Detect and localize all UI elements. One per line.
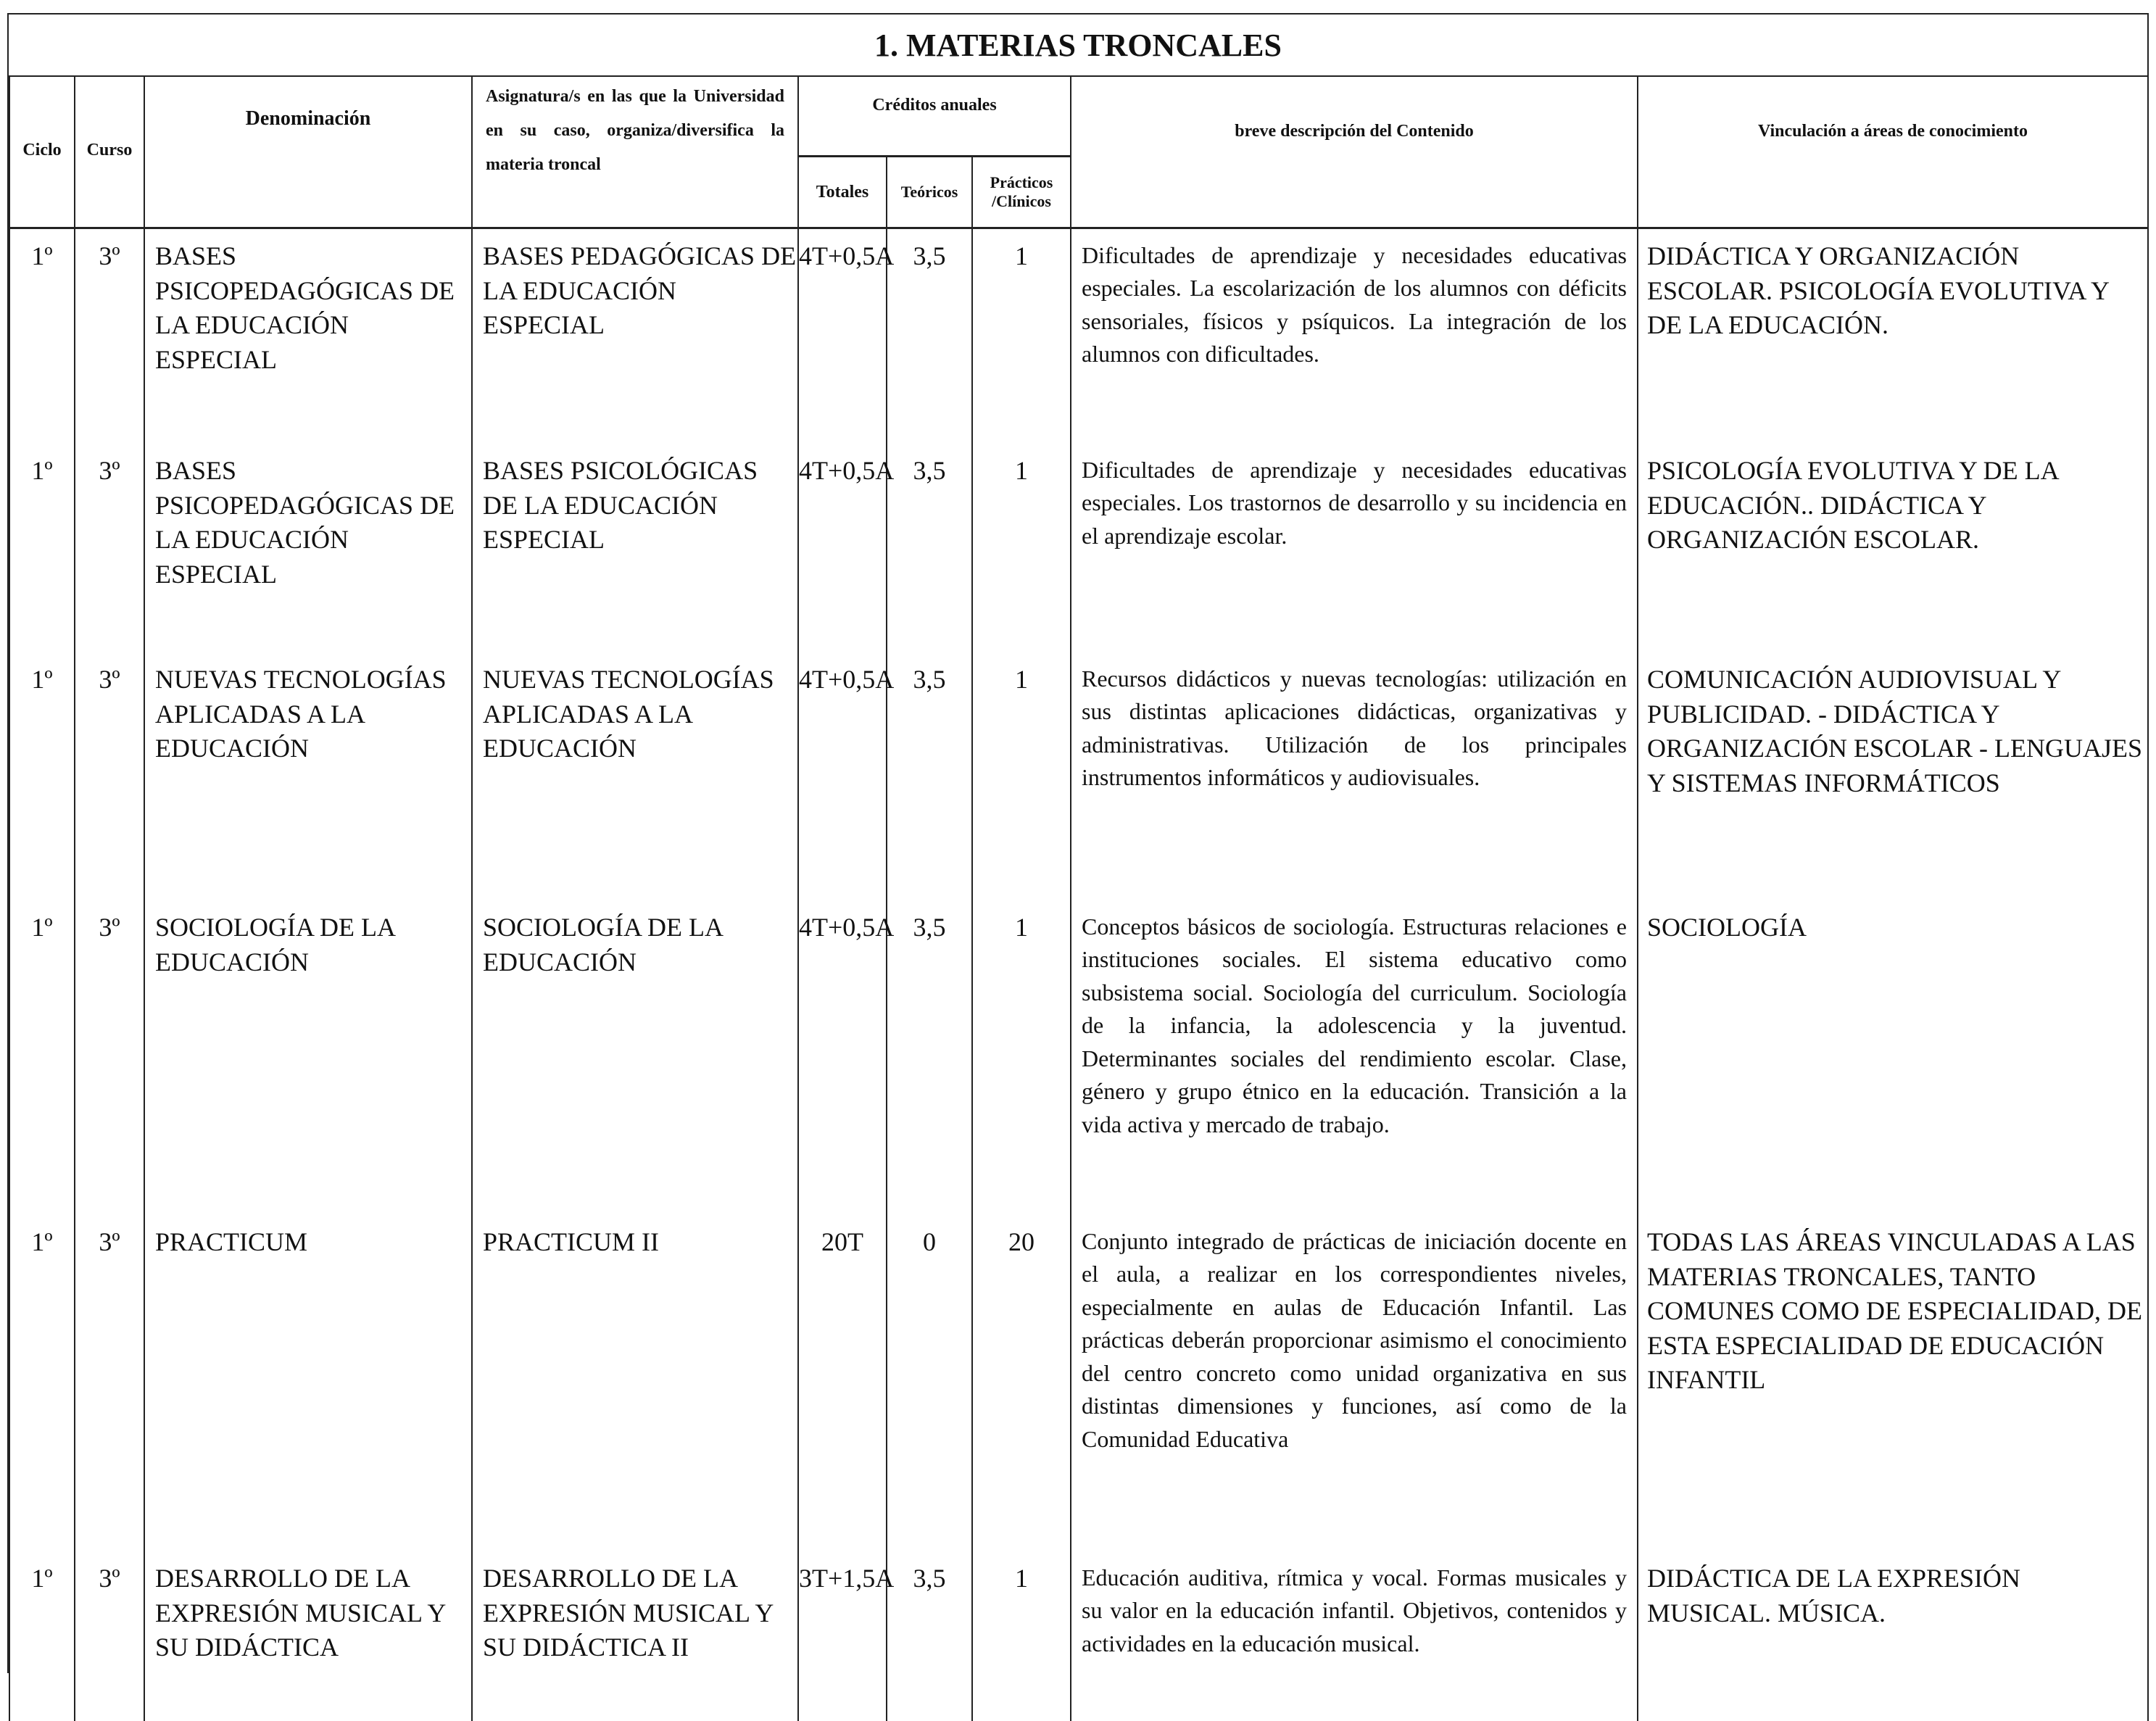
cell-ciclo: 1º	[9, 444, 75, 652]
header-denominacion: Denominación	[144, 75, 472, 228]
cell-ciclo: 1º	[9, 652, 75, 900]
header-totales: Totales	[798, 157, 887, 228]
cell-vinculacion: DIDÁCTICA Y ORGANIZACIÓN ESCOLAR. PSICOLOGÍA EVOLUTIVA Y DE LA EDUCACIÓN.	[1638, 228, 2148, 444]
cell-ciclo: 1º	[9, 1551, 75, 1721]
cell-curso: 3º	[75, 652, 144, 900]
cell-descripcion: Dificultades de aprendizaje y necesidades educativas especiales. La escolarización de los alumnos con déficits sensoriales, físicos y psíquicos. La integración de los alumnos con dificultades.	[1071, 228, 1638, 444]
cell-totales: 4T+0,5A	[798, 228, 887, 444]
cell-totales: 4T+0,5A	[798, 900, 887, 1215]
cell-denominacion: NUEVAS TECNOLOGÍAS APLICADAS A LA EDUCACIÓN	[144, 652, 472, 900]
cell-descripcion: Educación auditiva, rítmica y vocal. Formas musicales y su valor en la educación infantil. Objetivos, contenidos y actividades en la educación musical.	[1071, 1551, 1638, 1721]
header-vinculacion: Vinculación a áreas de conocimiento	[1638, 75, 2148, 228]
header-creditos: Créditos anuales	[798, 75, 1071, 157]
cell-denominacion: DESARROLLO DE LA EXPRESIÓN MUSICAL Y SU DIDÁCTICA	[144, 1551, 472, 1721]
table-row	[9, 1551, 2148, 1721]
page-title: 1. MATERIAS TRONCALES	[9, 14, 2147, 77]
document-sheet	[7, 13, 2149, 1673]
cell-asignatura: SOCIOLOGÍA DE LA EDUCACIÓN	[472, 900, 798, 1215]
cell-denominacion: PRACTICUM	[144, 1215, 472, 1551]
table-row	[9, 652, 2148, 900]
cell-curso: 3º	[75, 1551, 144, 1721]
cell-teoricos: 3,5	[887, 444, 972, 652]
cell-vinculacion: DIDÁCTICA DE LA EXPRESIÓN MUSICAL. MÚSICA.	[1638, 1551, 2148, 1721]
cell-totales: 20T	[798, 1215, 887, 1551]
table-row	[9, 444, 2148, 652]
cell-vinculacion: TODAS LAS ÁREAS VINCULADAS A LAS MATERIAS TRONCALES, TANTO COMUNES COMO DE ESPECIALIDAD, DE ESTA ESPECIALIDAD DE EDUCACIÓN INFANTIL	[1638, 1215, 2148, 1551]
cell-curso: 3º	[75, 444, 144, 652]
cell-descripcion: Dificultades de aprendizaje y necesidades educativas especiales. Los trastornos de desarrollo y su incidencia en el aprendizaje escolar.	[1071, 444, 1638, 652]
cell-vinculacion: COMUNICACIÓN AUDIOVISUAL Y PUBLICIDAD. - DIDÁCTICA Y ORGANIZACIÓN ESCOLAR - LENGUAJES Y SISTEMAS INFORMÁTICOS	[1638, 652, 2148, 900]
table-row	[9, 228, 2148, 444]
cell-vinculacion: PSICOLOGÍA EVOLUTIVA Y DE LA EDUCACIÓN.. DIDÁCTICA Y ORGANIZACIÓN ESCOLAR.	[1638, 444, 2148, 652]
header-descripcion: breve descripción del Contenido	[1071, 75, 1638, 228]
header-teoricos: Teóricos	[887, 157, 972, 228]
cell-practicos: 1	[972, 652, 1071, 900]
cell-practicos: 20	[972, 1215, 1071, 1551]
cell-ciclo: 1º	[9, 900, 75, 1215]
cell-asignatura: BASES PSICOLÓGICAS DE LA EDUCACIÓN ESPECIAL	[472, 444, 798, 652]
cell-curso: 3º	[75, 900, 144, 1215]
cell-asignatura: BASES PEDAGÓGICAS DE LA EDUCACIÓN ESPECIAL	[472, 228, 798, 444]
cell-ciclo: 1º	[9, 228, 75, 444]
cell-denominacion: SOCIOLOGÍA DE LA EDUCACIÓN	[144, 900, 472, 1215]
header-ciclo: Ciclo	[9, 75, 75, 228]
cell-teoricos: 3,5	[887, 652, 972, 900]
cell-denominacion: BASES PSICOPEDAGÓGICAS DE LA EDUCACIÓN ESPECIAL	[144, 228, 472, 444]
cell-descripcion: Recursos didácticos y nuevas tecnologías: utilización en sus distintas aplicaciones didácticas, organizativas y administrativas. Utilización de los principales instrumentos informáticos y audiovisuales.	[1071, 652, 1638, 900]
cell-asignatura: NUEVAS TECNOLOGÍAS APLICADAS A LA EDUCACIÓN	[472, 652, 798, 900]
header-curso: Curso	[75, 75, 144, 228]
cell-practicos: 1	[972, 1551, 1071, 1721]
cell-asignatura: PRACTICUM II	[472, 1215, 798, 1551]
table-row	[9, 1215, 2148, 1551]
cell-teoricos: 0	[887, 1215, 972, 1551]
cell-ciclo: 1º	[9, 1215, 75, 1551]
cell-totales: 4T+0,5A	[798, 444, 887, 652]
header-practicos: Prácticos /Clínicos	[972, 157, 1071, 228]
cell-descripcion: Conjunto integrado de prácticas de iniciación docente en el aula, a realizar en los correspondientes niveles, especialmente en aulas de Educación Infantil. Las prácticas deberán proporcionar asimismo el conocimiento del centro concreto como unidad organizativa en sus distintas dimensiones y funciones, así como de la Comunidad Educativa	[1071, 1215, 1638, 1551]
cell-totales: 4T+0,5A	[798, 652, 887, 900]
cell-practicos: 1	[972, 444, 1071, 652]
materias-table	[9, 75, 2149, 1721]
cell-totales: 3T+1,5A	[798, 1551, 887, 1721]
cell-practicos: 1	[972, 228, 1071, 444]
cell-curso: 3º	[75, 1215, 144, 1551]
cell-curso: 3º	[75, 228, 144, 444]
cell-denominacion: BASES PSICOPEDAGÓGICAS DE LA EDUCACIÓN ESPECIAL	[144, 444, 472, 652]
cell-teoricos: 3,5	[887, 228, 972, 444]
table-row	[9, 900, 2148, 1215]
cell-teoricos: 3,5	[887, 900, 972, 1215]
cell-teoricos: 3,5	[887, 1551, 972, 1721]
cell-asignatura: DESARROLLO DE LA EXPRESIÓN MUSICAL Y SU DIDÁCTICA II	[472, 1551, 798, 1721]
header-asignaturas: Asignatura/s en las que la Universidad en su caso, organiza/diversifica la materia troncal	[472, 75, 798, 228]
cell-practicos: 1	[972, 900, 1071, 1215]
cell-vinculacion: SOCIOLOGÍA	[1638, 900, 2148, 1215]
cell-descripcion: Conceptos básicos de sociología. Estructuras relaciones e instituciones sociales. El sistema educativo como subsistema social. Sociología del curriculum. Sociología de la infancia, la adolescencia y la juventud. Determinantes sociales del rendimiento escolar. Clase, género y grupo étnico en la educación. Transición a la vida activa y mercado de trabajo.	[1071, 900, 1638, 1215]
